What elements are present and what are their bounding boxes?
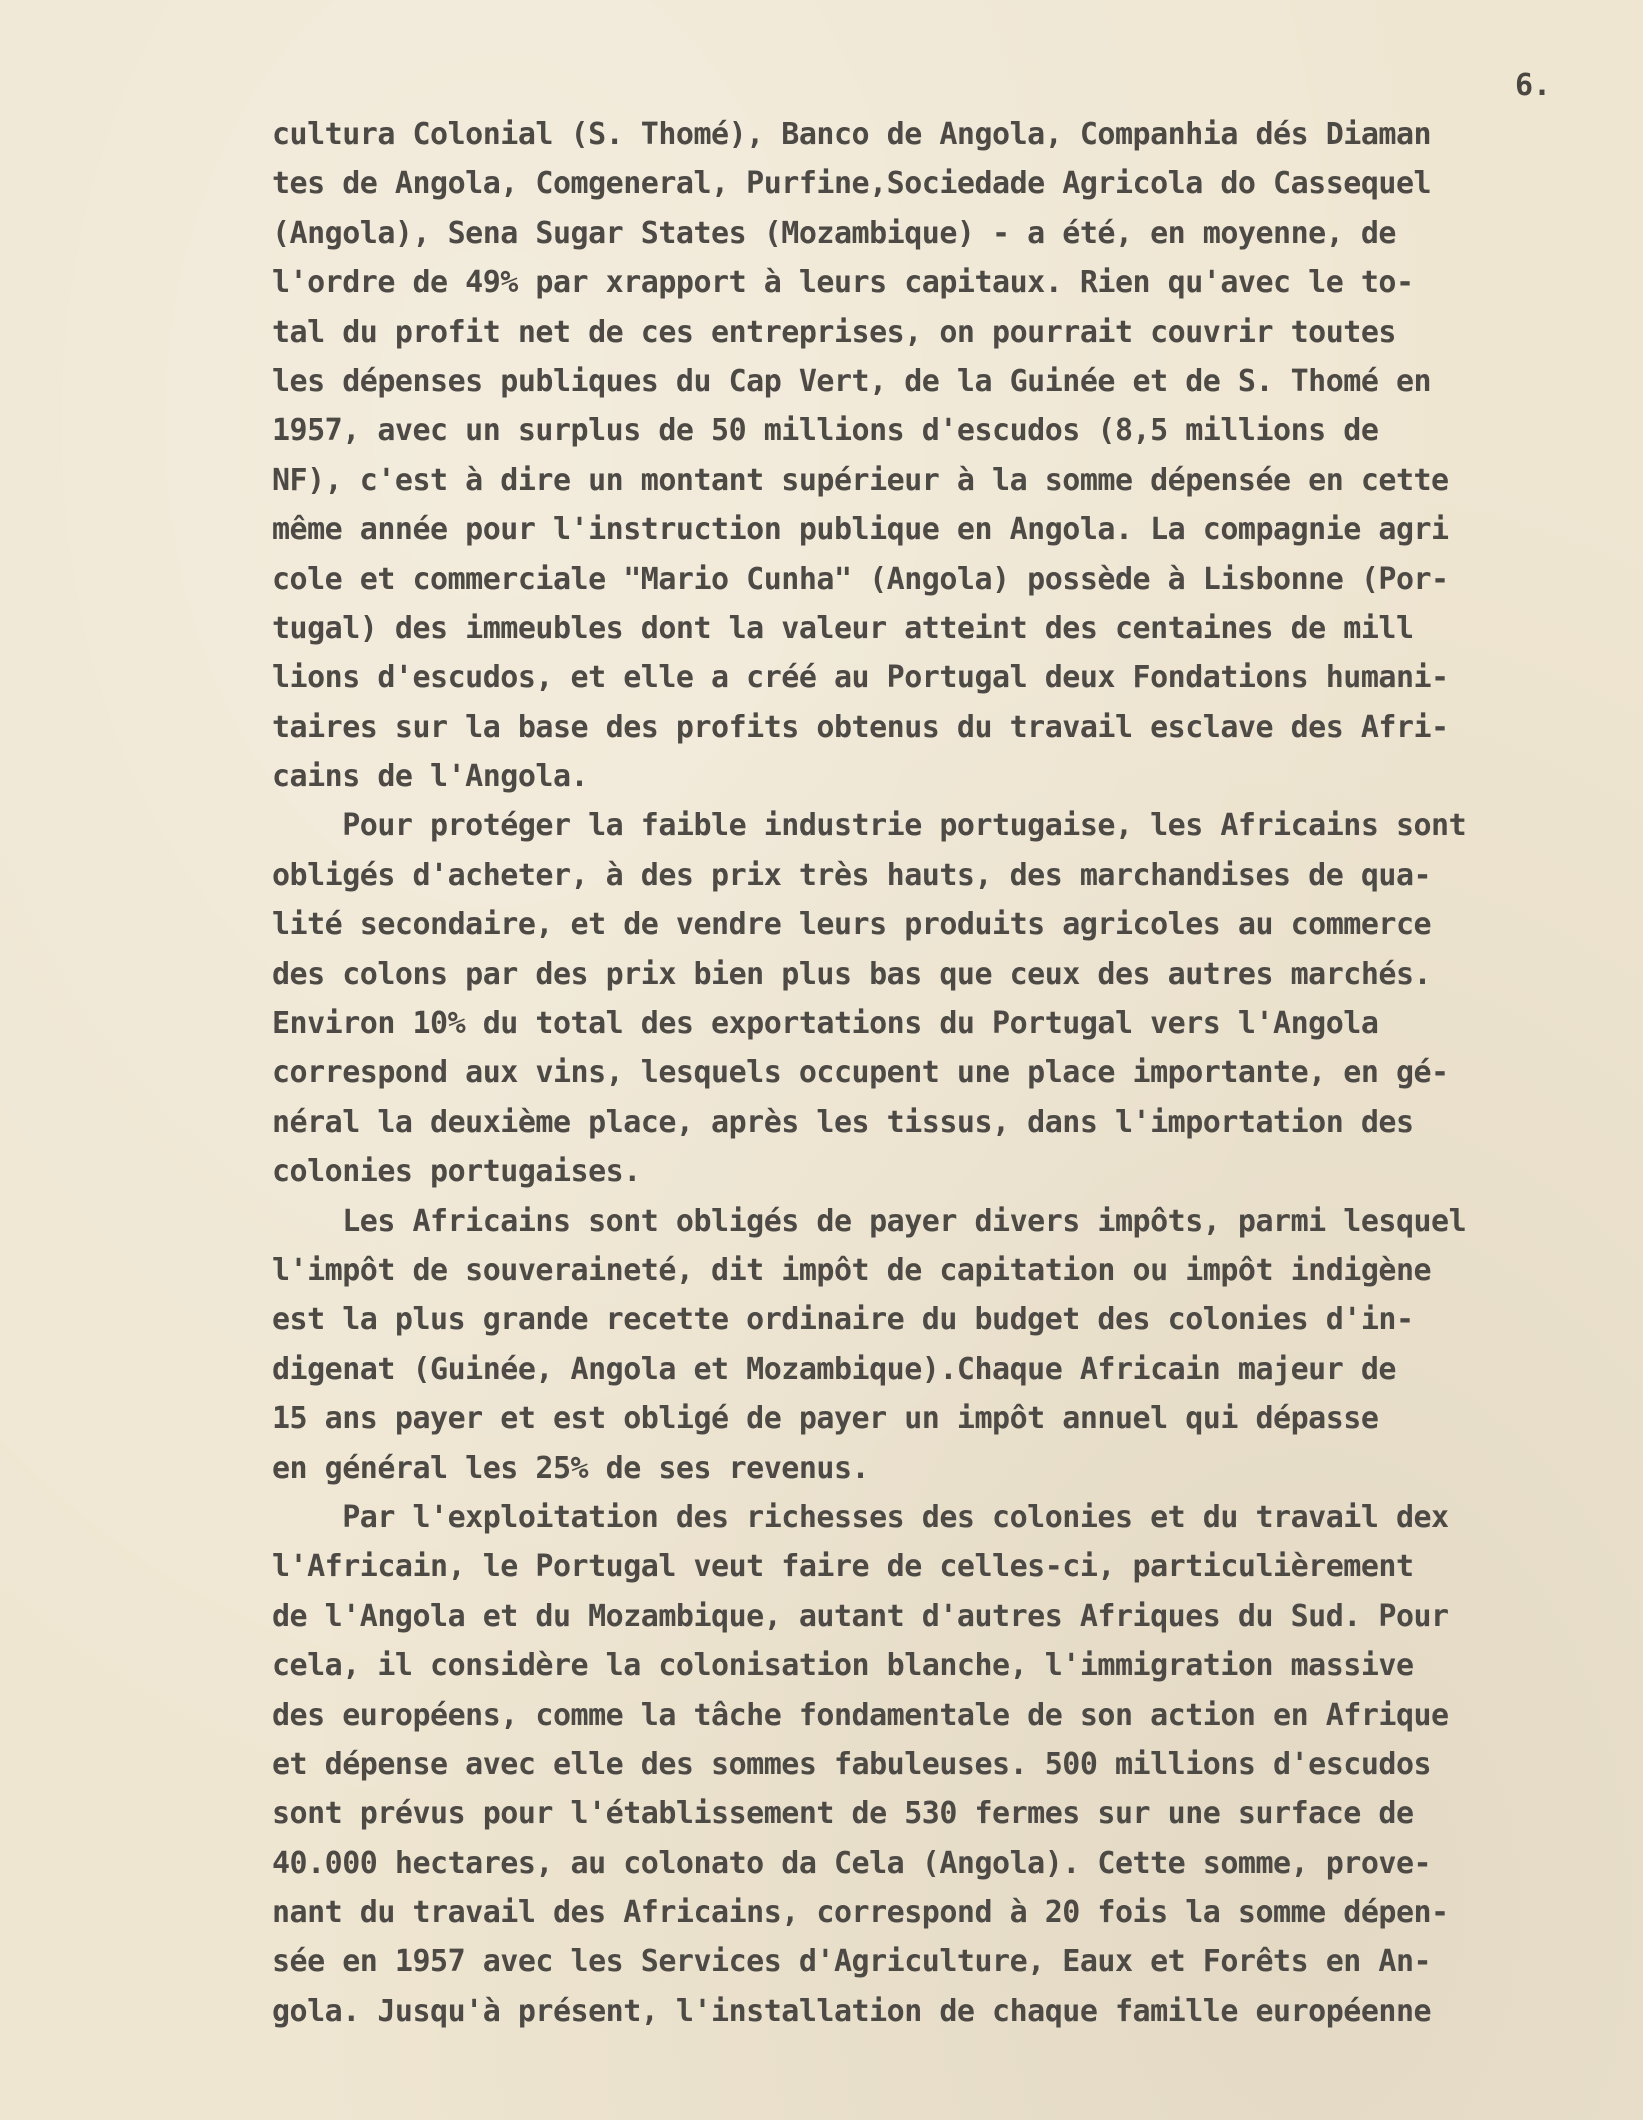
text-line: est la plus grande recette ordinaire du budget des colonies d'in- <box>272 1302 1414 1338</box>
text-line: 40.000 hectares, au colonato da Cela (Angola). Cette somme, prove- <box>272 1845 1432 1881</box>
text-line: sée en 1957 avec les Services d'Agriculture, Eaux et Forêts en An- <box>272 1944 1432 1980</box>
text-line: de l'Angola et du Mozambique, autant d'autres Afriques du Sud. Pour <box>272 1598 1449 1634</box>
text-line: Environ 10% du total des exportations du Portugal vers l'Angola <box>272 1006 1379 1042</box>
text-line: lions d'escudos, et elle a créé au Portugal deux Fondations humani- <box>272 660 1449 696</box>
text-line: nant du travail des Africains, correspond à 20 fois la somme dépen- <box>272 1895 1449 1931</box>
text-line: taires sur la base des profits obtenus du travail esclave des Afri- <box>272 709 1449 745</box>
text-line: sont prévus pour l'établissement de 530 fermes sur une surface de <box>272 1796 1414 1832</box>
text-line: cole et commerciale "Mario Cunha" (Angola) possède à Lisbonne (Por- <box>272 561 1449 597</box>
text-line: cela, il considère la colonisation blanche, l'immigration massive <box>272 1648 1414 1684</box>
text-line: obligés d'acheter, à des prix très hauts, des marchandises de qua- <box>272 857 1432 893</box>
text-line: correspond aux vins, lesquels occupent une place importante, en gé- <box>272 1055 1449 1091</box>
text-line: lité secondaire, et de vendre leurs produits agricoles au commerce <box>272 907 1432 943</box>
text-line: l'Africain, le Portugal veut faire de celles-ci, particulièrement <box>272 1549 1414 1585</box>
text-line: (Angola), Sena Sugar States (Mozambique) - a été, en moyenne, de <box>272 215 1396 251</box>
typescript-body <box>272 110 1632 2036</box>
text-line: des colons par des prix bien plus bas que ceux des autres marchés. <box>272 956 1432 992</box>
text-line: digenat (Guinée, Angola et Mozambique).Chaque Africain majeur de <box>272 1351 1396 1387</box>
text-line: cains de l'Angola. <box>272 759 589 795</box>
text-line: gola. Jusqu'à présent, l'installation de chaque famille européenne <box>272 1993 1432 2029</box>
text-line: même année pour l'instruction publique en Angola. La compagnie agri <box>272 512 1449 548</box>
text-line: tugal) des immeubles dont la valeur atteint des centaines de mill <box>272 610 1414 646</box>
text-line: tal du profit net de ces entreprises, on pourrait couvrir toutes <box>272 314 1396 350</box>
text-line: tes de Angola, Comgeneral, Purfine,Sociedade Agricola do Cassequel <box>272 166 1432 202</box>
text-line: Pour protéger la faible industrie portugaise, les Africains sont <box>272 808 1467 844</box>
text-line: néral la deuxième place, après les tissus, dans l'importation des <box>272 1104 1414 1140</box>
text-line: l'ordre de 49% par xrapport à leurs capitaux. Rien qu'avec le to- <box>272 265 1414 301</box>
text-line: 15 ans payer et est obligé de payer un impôt annuel qui dépasse <box>272 1401 1379 1437</box>
text-line: colonies portugaises. <box>272 1154 641 1190</box>
text-line: en général les 25% de ses revenus. <box>272 1450 870 1486</box>
text-line: Les Africains sont obligés de payer divers impôts, parmi lesquel <box>272 1203 1467 1239</box>
text-line: cultura Colonial (S. Thomé), Banco de Angola, Companhia dés Diaman <box>272 117 1432 152</box>
text-line: 1957, avec un surplus de 50 millions d'escudos (8,5 millions de <box>272 413 1379 449</box>
page-number: 6. <box>1515 68 1552 103</box>
text-line: et dépense avec elle des sommes fabuleuses. 500 millions d'escudos <box>272 1746 1432 1782</box>
text-line: des européens, comme la tâche fondamentale de son action en Afrique <box>272 1697 1449 1733</box>
text-line: l'impôt de souveraineté, dit impôt de capitation ou impôt indigène <box>272 1252 1432 1288</box>
text-line: NF), c'est à dire un montant supérieur à la somme dépensée en cette <box>272 462 1449 498</box>
text-line: Par l'exploitation des richesses des colonies et du travail dex <box>272 1499 1449 1535</box>
text-line: les dépenses publiques du Cap Vert, de la Guinée et de S. Thomé en <box>272 363 1432 399</box>
